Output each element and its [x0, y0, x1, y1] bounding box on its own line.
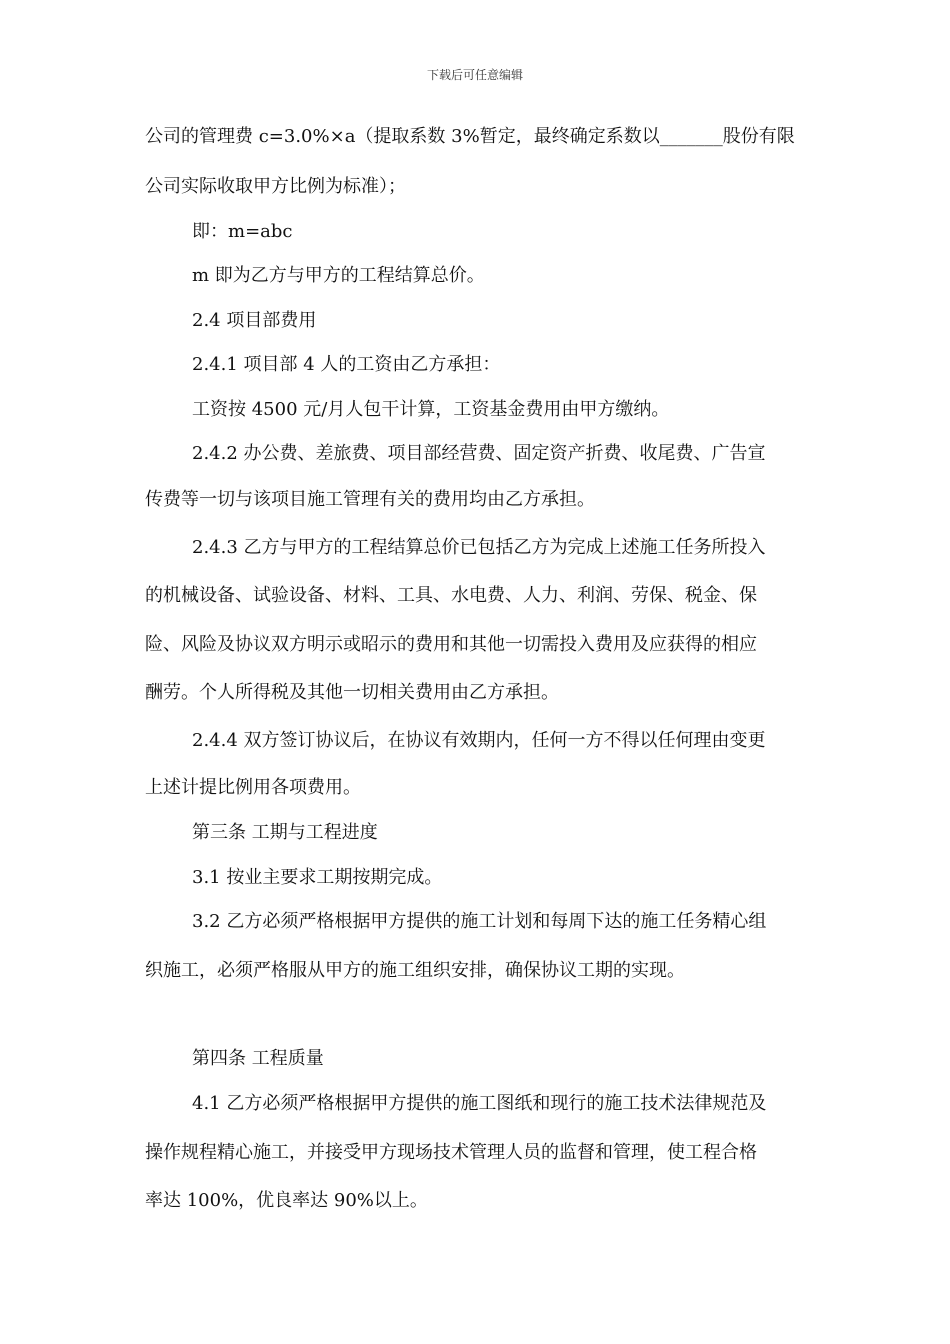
article-heading: 第四条 工程质量 — [192, 1048, 324, 1069]
paragraph-line: 3.2 乙方必须严格根据甲方提供的施工计划和每周下达的施工任务精心组 — [192, 911, 767, 932]
paragraph-line: 公司的管理费 c=3.0%×a（提取系数 3%暂定，最终确定系数以_______股份有限 — [145, 126, 795, 147]
paragraph-line: 3.1 按业主要求工期按期完成。 — [192, 867, 443, 888]
paragraph-line: 率达 100%，优良率达 90%以上。 — [145, 1190, 428, 1211]
paragraph-line: m 即为乙方与甲方的工程结算总价。 — [192, 265, 485, 286]
paragraph-line: 操作规程精心施工，并接受甲方现场技术管理人员的监督和管理，使工程合格 — [145, 1142, 757, 1163]
paragraph-line: 2.4.4 双方签订协议后，在协议有效期内，任何一方不得以任何理由变更 — [192, 730, 766, 751]
section-heading: 2.4 项目部费用 — [192, 310, 317, 331]
paragraph-line: 织施工，必须严格服从甲方的施工组织安排，确保协议工期的实现。 — [145, 960, 685, 981]
paragraph-line: 2.4.3 乙方与甲方的工程结算总价已包括乙方为完成上述施工任务所投入 — [192, 537, 766, 558]
paragraph-line: 上述计提比例用各项费用。 — [145, 777, 361, 798]
paragraph-line: 公司实际收取甲方比例为标准）； — [145, 176, 406, 197]
paragraph-line: 酬劳。个人所得税及其他一切相关费用由乙方承担。 — [145, 682, 559, 703]
paragraph-line: 传费等一切与该项目施工管理有关的费用均由乙方承担。 — [145, 489, 595, 510]
paragraph-line: 2.4.2 办公费、差旅费、项目部经营费、固定资产折费、收尾费、广告宣 — [192, 443, 766, 464]
article-heading: 第三条 工期与工程进度 — [192, 822, 378, 843]
paragraph-line: 险、风险及协议双方明示或昭示的费用和其他一切需投入费用及应获得的相应 — [145, 634, 757, 655]
paragraph-line: 的机械设备、试验设备、材料、工具、水电费、人力、利润、劳保、税金、保 — [145, 585, 757, 606]
paragraph-line: 即：m=abc — [192, 221, 293, 242]
paragraph-line: 2.4.1 项目部 4 人的工资由乙方承担： — [192, 354, 501, 375]
page-header: 下载后可任意编辑 — [426, 68, 523, 82]
paragraph-line: 工资按 4500 元/月人包干计算，工资基金费用由甲方缴纳。 — [192, 399, 670, 420]
paragraph-line: 4.1 乙方必须严格根据甲方提供的施工图纸和现行的施工技术法律规范及 — [192, 1093, 767, 1114]
